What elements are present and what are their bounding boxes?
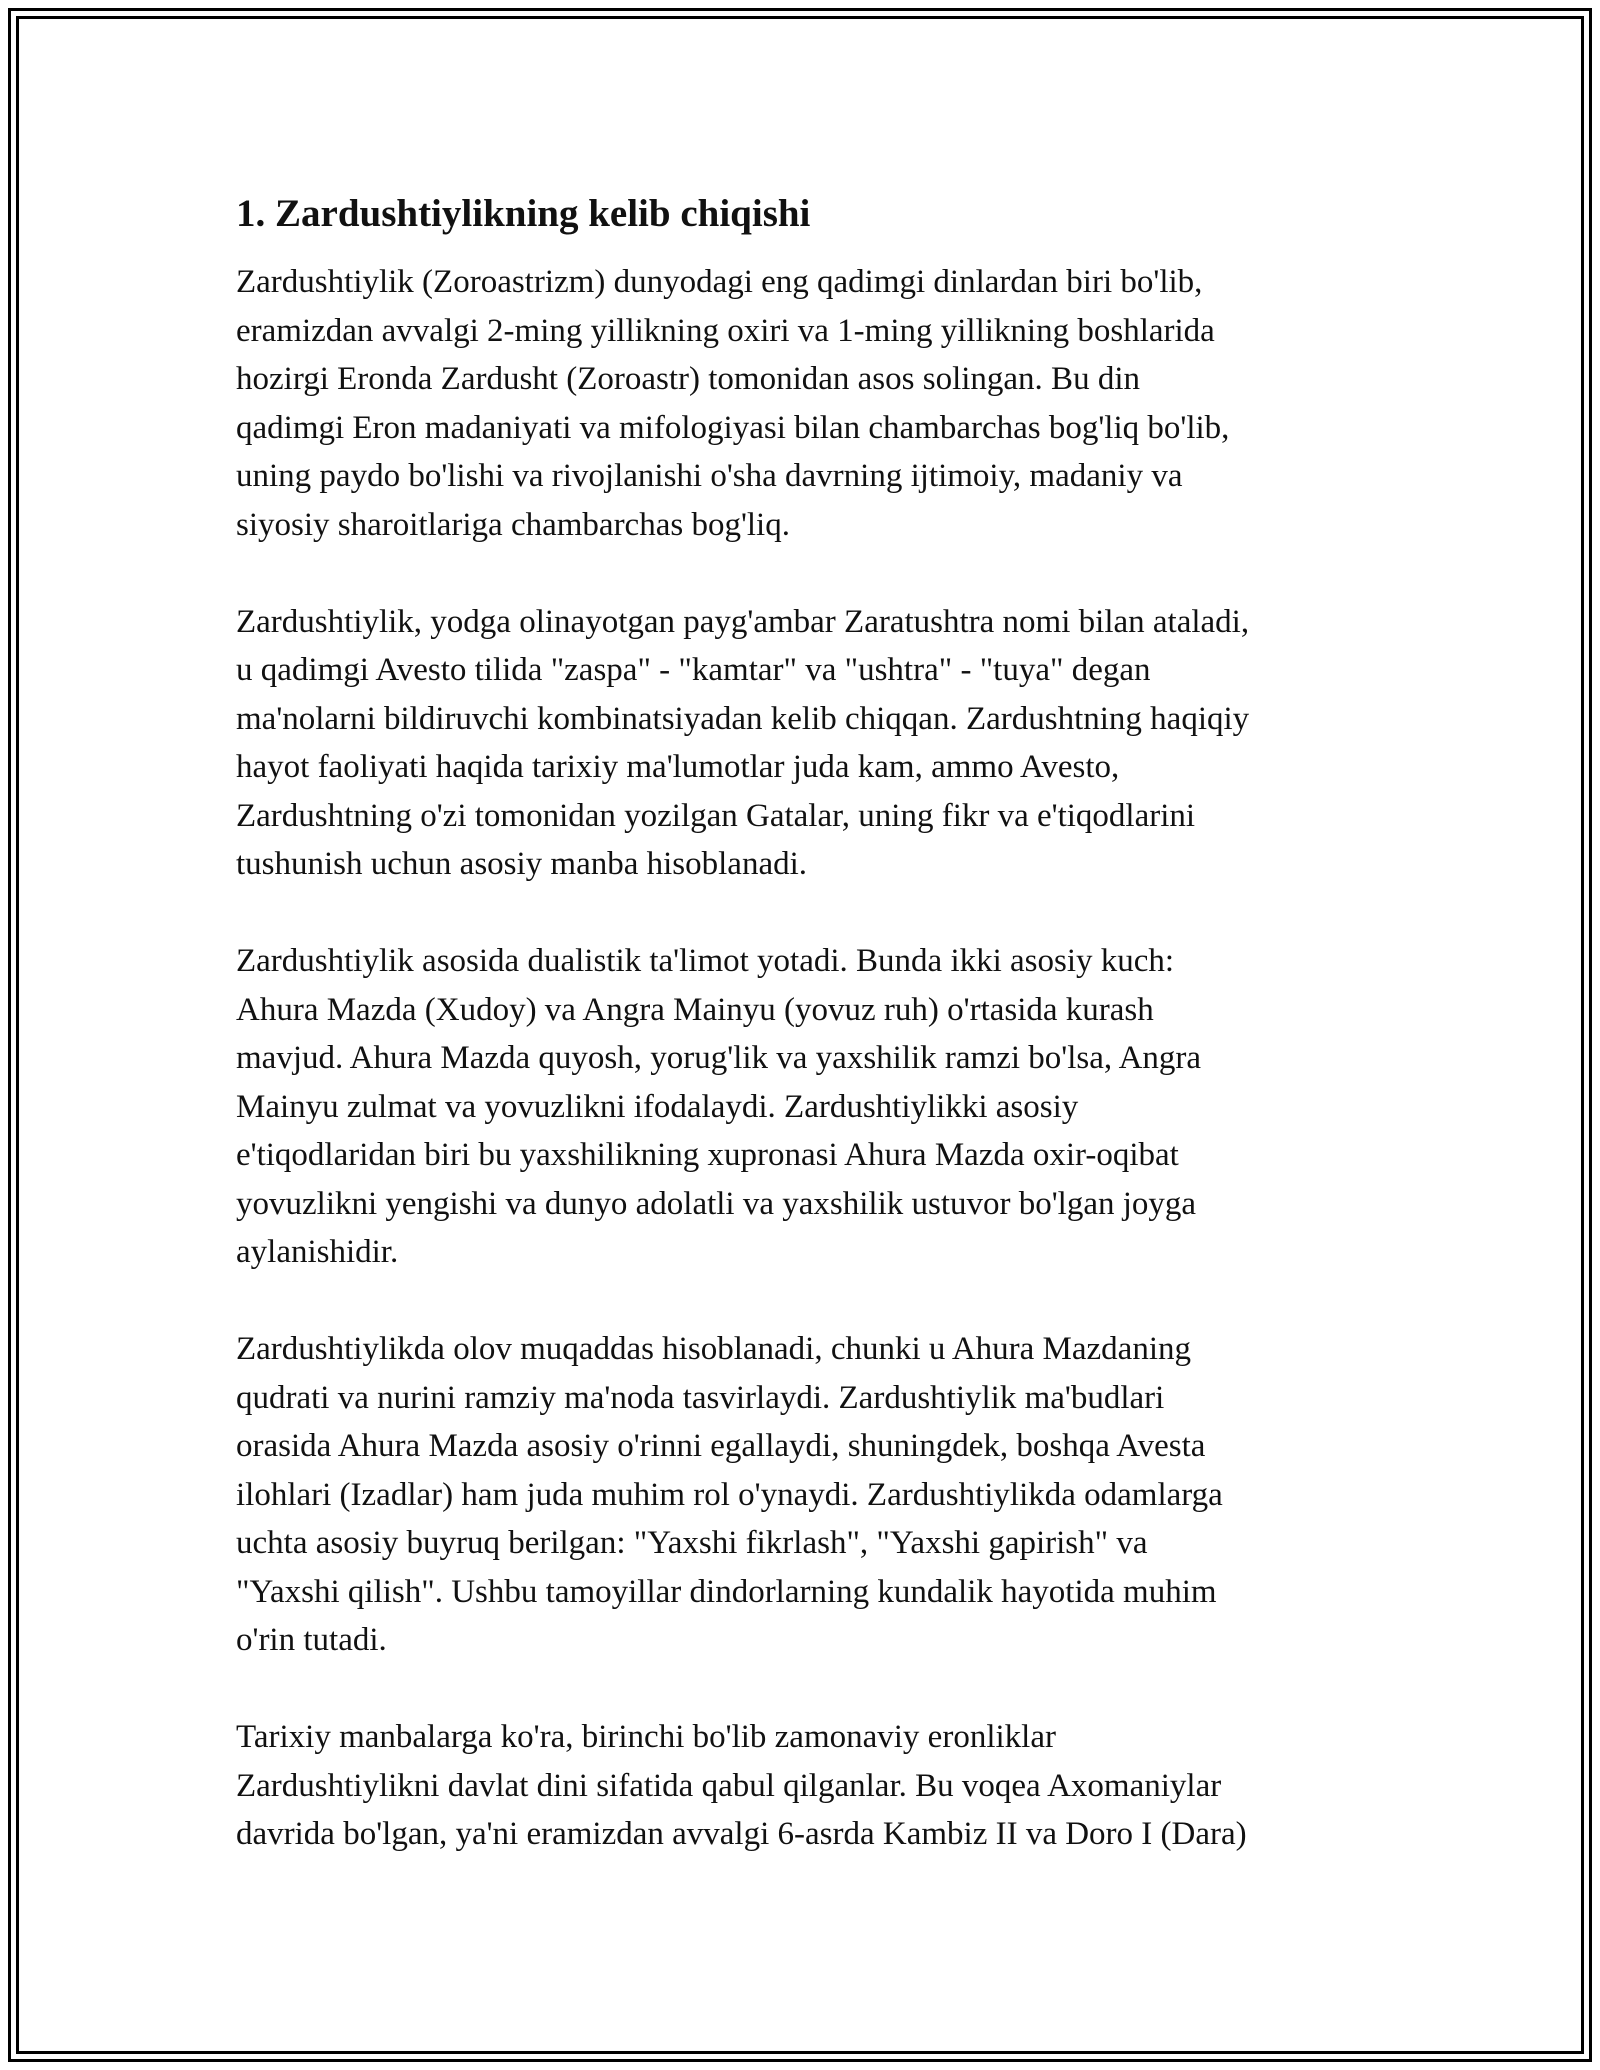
paragraph xyxy=(236,598,1376,889)
text-line: "Yaxshi qilish". Ushbu tamoyillar dindorlarning kundalik hayotida muhim xyxy=(236,1573,1217,1610)
text-line: Zardushtning o'zi tomonidan yozilgan Gatalar, uning fikr va e'tiqodlarini xyxy=(236,797,1196,834)
text-line: siyosiy sharoitlariga chambarchas bog'liq. xyxy=(236,506,790,543)
text-line: Zardushtiylikni davlat dini sifatida qabul qilganlar. Bu voqea Axomaniylar xyxy=(236,1767,1222,1804)
text-line: o'rin tutadi. xyxy=(236,1622,387,1658)
text-line: tushunish uchun asosiy manba hisoblanadi. xyxy=(236,846,808,882)
section-heading: 1. Zardushtiylikning kelib chiqishi xyxy=(236,192,811,235)
text-line: u qadimgi Avesto tilida "zaspa" - "kamtar" va "ushtra" - "tuya" degan xyxy=(236,652,1151,688)
paragraph-list xyxy=(236,258,1376,1859)
text-line: hozirgi Eronda Zardusht (Zoroastr) tomonidan asos solingan. Bu din xyxy=(236,361,1140,397)
text-line: uning paydo bo'lishi va rivojlanishi o'sha davrning ijtimoiy, madaniy va xyxy=(236,458,1183,494)
text-line: Tarixiy manbalarga ko'ra, birinchi bo'lib zamonaviy eronliklar xyxy=(236,1719,1056,1755)
text-line: hayot faoliyati haqida tarixiy ma'lumotlar juda kam, ammo Avesto, xyxy=(236,749,1120,785)
text-line: Zardushtiylikda olov muqaddas hisoblanadi, chunki u Ahura Mazdaning xyxy=(236,1331,1191,1367)
paragraph xyxy=(236,258,1376,549)
paragraph xyxy=(236,1713,1376,1859)
text-line: aylanishidir. xyxy=(236,1234,399,1270)
text-line: uchta asosiy buyruq berilgan: "Yaxshi fikrlash", "Yaxshi gapirish" va xyxy=(236,1525,1148,1561)
text-line: Ahura Mazda (Xudoy) va Angra Mainyu (yovuz ruh) o'rtasida kurash xyxy=(236,991,1154,1028)
text-line: ma'nolarni bildiruvchi kombinatsiyadan kelib chiqqan. Zardushtning haqiqiy xyxy=(236,700,1250,737)
text-line: Mainyu zulmat va yovuzlikni ifodalaydi. Zardushtiylikki asosiy xyxy=(236,1088,1079,1125)
text-line: qadimgi Eron madaniyati va mifologiyasi bilan chambarchas bog'liq bo'lib, xyxy=(236,409,1230,446)
text-line: orasida Ahura Mazda asosiy o'rinni egallaydi, shuningdek, boshqa Avesta xyxy=(236,1428,1206,1464)
text-line: eramizdan avvalgi 2-ming yillikning oxiri va 1-ming yillikning boshlarida xyxy=(236,312,1215,349)
text-line: ilohlari (Izadlar) ham juda muhim rol o'ynaydi. Zardushtiylikda odamlarga xyxy=(236,1476,1223,1513)
text-line: Zardushtiylik asosida dualistik ta'limot yotadi. Bunda ikki asosiy kuch: xyxy=(236,943,1175,979)
paragraph xyxy=(236,1325,1376,1665)
text-line: mavjud. Ahura Mazda quyosh, yorug'lik va yaxshilik ramzi bo'lsa, Angra xyxy=(236,1040,1202,1076)
text-line: davrida bo'lgan, ya'ni eramizdan avvalgi 6-asrda Kambiz II va Doro I (Dara) xyxy=(236,1816,1247,1852)
paragraph xyxy=(236,937,1376,1277)
text-line: Zardushtiylik (Zoroastrizm) dunyodagi eng qadimgi dinlardan biri bo'lib, xyxy=(236,264,1203,300)
text-line: e'tiqodlaridan biri bu yaxshilikning xupronasi Ahura Mazda oxir-oqibat xyxy=(236,1137,1179,1173)
text-line: Zardushtiylik, yodga olinayotgan payg'ambar Zaratushtra nomi bilan ataladi, xyxy=(236,603,1250,640)
document-body xyxy=(236,190,1376,1907)
text-line: yovuzlikni yengishi va dunyo adolatli va yaxshilik ustuvor bo'lgan joyga xyxy=(236,1185,1197,1222)
text-line: qudrati va nurini ramziy ma'noda tasvirlaydi. Zardushtiylik ma'budlari xyxy=(236,1379,1165,1416)
